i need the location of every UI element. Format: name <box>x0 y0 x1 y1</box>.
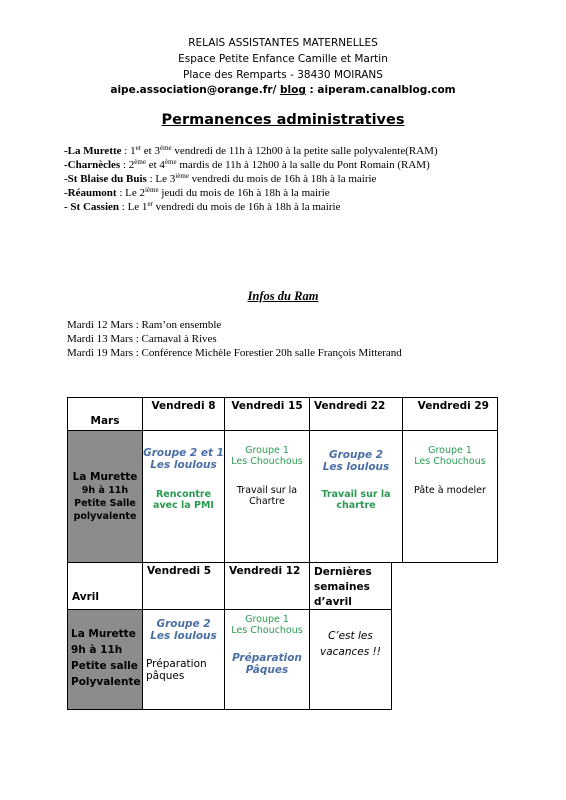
permanence-post: vendredi de 11h à 12h00 à la petite salle polyvalente(RAM) <box>171 145 438 157</box>
group-label: Groupe 2 <box>328 449 384 461</box>
permanence-place: -Réaumont <box>64 187 117 199</box>
mars-location-cell <box>67 430 143 563</box>
group-name: Les Chouchous <box>231 625 303 636</box>
permanence-place: -St Blaise du Buis <box>64 173 147 185</box>
avril-location-town: La Murette <box>71 628 136 640</box>
avril-header-2: Vendredi 12 <box>224 562 310 610</box>
mars-cell-3 <box>309 430 403 563</box>
permanence-place: -La Murette <box>64 145 122 157</box>
org-subtitle: Espace Petite Enfance Camille et Martin <box>178 53 388 65</box>
permanence-post: vendredi du mois de 16h à 18h à la mairie <box>152 201 341 213</box>
permanence-pre: : 2 <box>120 159 135 171</box>
mars-header-2: Vendredi 15 <box>224 397 310 431</box>
permanence-post: mardis de 11h à 12h00 à la salle du Pont Romain (RAM) <box>176 159 430 171</box>
avril-month-cell <box>67 562 143 610</box>
permanence-line <box>64 186 330 200</box>
mars-location-room: Petite Salle <box>74 498 136 509</box>
permanence-sup1: ième <box>175 172 189 180</box>
permanence-post: vendredi du mois de 16h à 18h à la mairie <box>188 173 377 185</box>
activity: Préparation <box>232 652 302 664</box>
group-label: Groupe 1 <box>428 445 472 456</box>
mars-header-3: Vendredi 22 <box>309 397 403 431</box>
avril-header-1: Vendredi 5 <box>142 562 225 610</box>
activity: Préparation <box>146 658 207 670</box>
mars-month-label: Mars <box>90 415 120 427</box>
avril-cell-2 <box>224 609 310 710</box>
mars-cell-2 <box>224 430 310 563</box>
vacation-note-2: vacances !! <box>320 646 381 658</box>
mars-month-cell <box>67 397 143 431</box>
info-item: Mardi 13 Mars : Carnaval à Rives <box>67 333 217 345</box>
avril-header-3-line2: semaines <box>314 581 370 593</box>
activity-2: avec la PMI <box>153 500 214 511</box>
avril-cell-3 <box>309 609 392 710</box>
mars-location-time: 9h à 11h <box>81 485 129 496</box>
mars-header-4: Vendredi 29 <box>402 397 498 431</box>
mars-cell-4 <box>402 430 498 563</box>
group-label: Groupe 1 <box>245 445 289 456</box>
group-name: Les loulous <box>322 461 390 473</box>
group-name: Les Chouchous <box>231 456 303 467</box>
info-item: Mardi 19 Mars : Conférence Michèle Forestier 20h salle François Mitterand <box>67 347 402 359</box>
avril-cell-1 <box>142 609 225 710</box>
group-label: Groupe 1 <box>245 614 289 625</box>
group-name: Les loulous <box>150 459 217 471</box>
avril-location-room: Petite salle <box>71 660 138 672</box>
blog-label[interactable]: blog <box>280 84 306 96</box>
permanence-sup1: er <box>147 200 153 208</box>
avril-header-3 <box>309 562 392 610</box>
avril-location-time: 9h à 11h <box>71 644 123 656</box>
activity-2: pâques <box>146 670 185 682</box>
avril-header-3-line1: Dernières <box>314 566 372 578</box>
permanence-sup1: ème <box>134 158 146 166</box>
permanence-line <box>64 144 438 158</box>
mars-cell-1 <box>142 430 225 563</box>
permanence-sup2: ème <box>160 144 172 152</box>
group-name: Les loulous <box>150 630 217 642</box>
activity: Travail sur la <box>321 489 391 500</box>
group-label: Groupe 2 et 1 <box>143 447 224 459</box>
mars-location-town: La Murette <box>72 471 138 483</box>
activity-2: Chartre <box>249 496 285 507</box>
permanence-pre: : Le 2 <box>116 187 145 199</box>
org-name: RELAIS ASSISTANTES MATERNELLES <box>188 37 378 49</box>
permanence-pre: : Le 3 <box>146 173 176 185</box>
group-name: Les Chouchous <box>414 456 486 467</box>
permanence-mid: et 4 <box>145 159 165 171</box>
info-item: Mardi 12 Mars : Ram’on ensemble <box>67 319 222 331</box>
org-address: Place des Remparts - 38430 MOIRANS <box>183 69 383 81</box>
permanence-line <box>64 172 376 186</box>
activity: Pâte à modeler <box>414 485 486 496</box>
vacation-note: C’est les <box>328 630 373 642</box>
permanence-sup1: ième <box>144 186 159 194</box>
infos-title: Infos du Ram <box>247 289 319 303</box>
permanence-pre: : 1 <box>121 145 136 157</box>
blog-url[interactable]: : aiperam.canalblog.com <box>309 84 456 96</box>
permanence-sup2: ème <box>164 158 177 166</box>
activity: Rencontre <box>155 489 212 500</box>
avril-location-cell <box>67 609 143 710</box>
permanence-line <box>64 200 340 214</box>
avril-month-label: Avril <box>72 591 99 603</box>
mars-location-room2: polyvalente <box>73 511 137 522</box>
mars-header-1: Vendredi 8 <box>142 397 225 431</box>
page-title: Permanences administratives <box>161 112 405 128</box>
activity-2: chartre <box>336 500 376 511</box>
avril-location-room2: Polyvalente <box>71 676 141 688</box>
org-contact <box>0 83 566 97</box>
permanence-place: - St Cassien <box>64 201 120 213</box>
avril-header-3-line3: d’avril <box>314 596 352 608</box>
group-label: Groupe 2 <box>156 618 211 630</box>
permanence-pre: : Le 1 <box>119 201 148 213</box>
permanence-post: jeudi du mois de 16h à 18h à la mairie <box>158 187 330 199</box>
permanence-mid: et 3 <box>141 145 160 157</box>
email-link[interactable]: aipe.association@orange.fr/ <box>110 84 277 96</box>
permanence-sup1: er <box>135 144 142 152</box>
permanence-place: -Charnècles <box>64 159 121 171</box>
activity: Travail sur la <box>236 485 298 496</box>
activity-2: Pâques <box>245 664 289 676</box>
permanence-line <box>64 158 430 172</box>
